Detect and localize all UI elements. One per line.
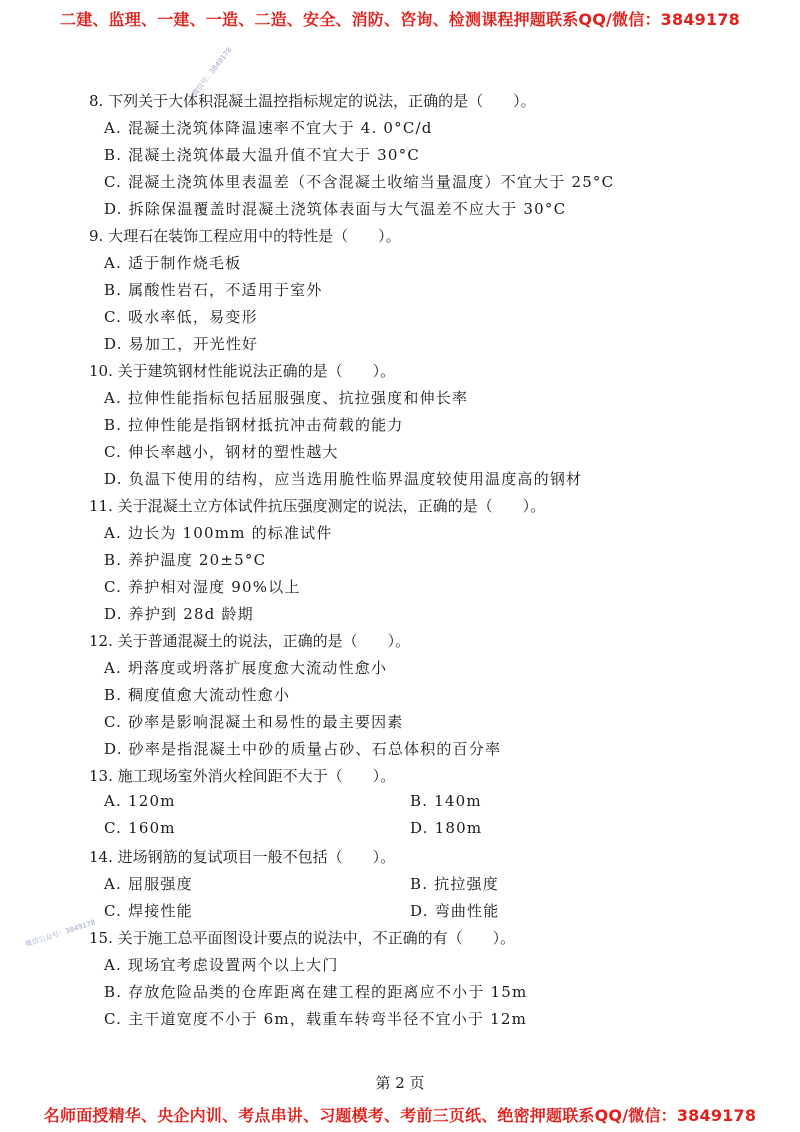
watermark-top: 微信号：3849178 [190, 45, 234, 98]
option: B. 抗拉强度 [410, 875, 499, 893]
option: D. 拆除保温覆盖时混凝土浇筑体表面与大气温差不应大于 30°C [104, 200, 567, 218]
question-stem: 8. 下列关于大体积混凝土温控指标规定的说法，正确的是（ ）。 [89, 92, 536, 110]
option: A. 坍落度或坍落扩展度愈大流动性愈小 [104, 659, 388, 677]
bottom-promo-banner: 名师面授精华、央企内训、考点串讲、习题模考、考前三页纸、绝密押题联系QQ/微信：3849178 [43, 1106, 757, 1125]
option: A. 屈服强度 [104, 875, 193, 893]
option: B. 存放危险品类的仓库距离在建工程的距离应不小于 15m [104, 983, 528, 1001]
option: C. 砂率是影响混凝土和易性的最主要因素 [104, 713, 404, 731]
option: A. 现场宜考虑设置两个以上大门 [104, 956, 339, 974]
question-stem: 13. 施工现场室外消火栓间距不大于（ ）。 [89, 767, 396, 785]
option: D. 弯曲性能 [410, 902, 500, 920]
option: C. 伸长率越小，钢材的塑性越大 [104, 443, 339, 461]
option: B. 养护温度 20±5°C [104, 551, 267, 569]
option: A. 边长为 100mm 的标准试件 [104, 524, 333, 542]
question-stem: 11. 关于混凝土立方体试件抗压强度测定的说法，正确的是（ ）。 [89, 497, 546, 515]
option: B. 稠度值愈大流动性愈小 [104, 686, 291, 704]
question-stem: 15. 关于施工总平面图设计要点的说法中，不正确的有（ ）。 [89, 929, 516, 947]
option: C. 焊接性能 [104, 902, 193, 920]
option: C. 主干道宽度不小于 6m，载重车转弯半径不宜小于 12m [104, 1010, 528, 1028]
question-stem: 14. 进场钢筋的复试项目一般不包括（ ）。 [89, 848, 396, 866]
option: B. 混凝土浇筑体最大温升值不宜大于 30°C [104, 146, 420, 164]
option: C. 混凝土浇筑体里表温差（不含混凝土收缩当量温度）不宜大于 25°C [104, 173, 615, 191]
option: C. 吸水率低，易变形 [104, 308, 258, 326]
option: B. 140m [410, 792, 482, 810]
option: D. 砂率是指混凝土中砂的质量占砂、石总体积的百分率 [104, 740, 502, 758]
option: A. 拉伸性能指标包括屈服强度、抗拉强度和伸长率 [104, 389, 469, 407]
option: D. 负温下使用的结构，应当选用脆性临界温度较使用温度高的钢材 [104, 470, 583, 488]
option: C. 160m [104, 819, 176, 837]
option: A. 混凝土浇筑体降温速率不宜大于 4. 0°C/d [104, 119, 433, 137]
option: A. 适于制作烧毛板 [104, 254, 242, 272]
option: C. 养护相对湿度 90%以上 [104, 578, 301, 596]
page-number: 第 2 页 [375, 1074, 425, 1092]
option: B. 属酸性岩石，不适用于室外 [104, 281, 323, 299]
option: B. 拉伸性能是指钢材抵抗冲击荷载的能力 [104, 416, 404, 434]
top-promo-banner: 二建、监理、一建、一造、二造、安全、消防、咨询、检测课程押题联系QQ/微信：3849178 [60, 10, 740, 29]
option: A. 120m [104, 792, 176, 810]
watermark-left: 微信公众号：3849178 [24, 918, 97, 949]
question-stem: 9. 大理石在装饰工程应用中的特性是（ ）。 [89, 227, 401, 245]
option: D. 养护到 28d 龄期 [104, 605, 254, 623]
option: D. 180m [410, 819, 483, 837]
question-stem: 12. 关于普通混凝土的说法，正确的是（ ）。 [89, 632, 411, 650]
question-stem: 10. 关于建筑钢材性能说法正确的是（ ）。 [89, 362, 396, 380]
option: D. 易加工，开光性好 [104, 335, 259, 353]
